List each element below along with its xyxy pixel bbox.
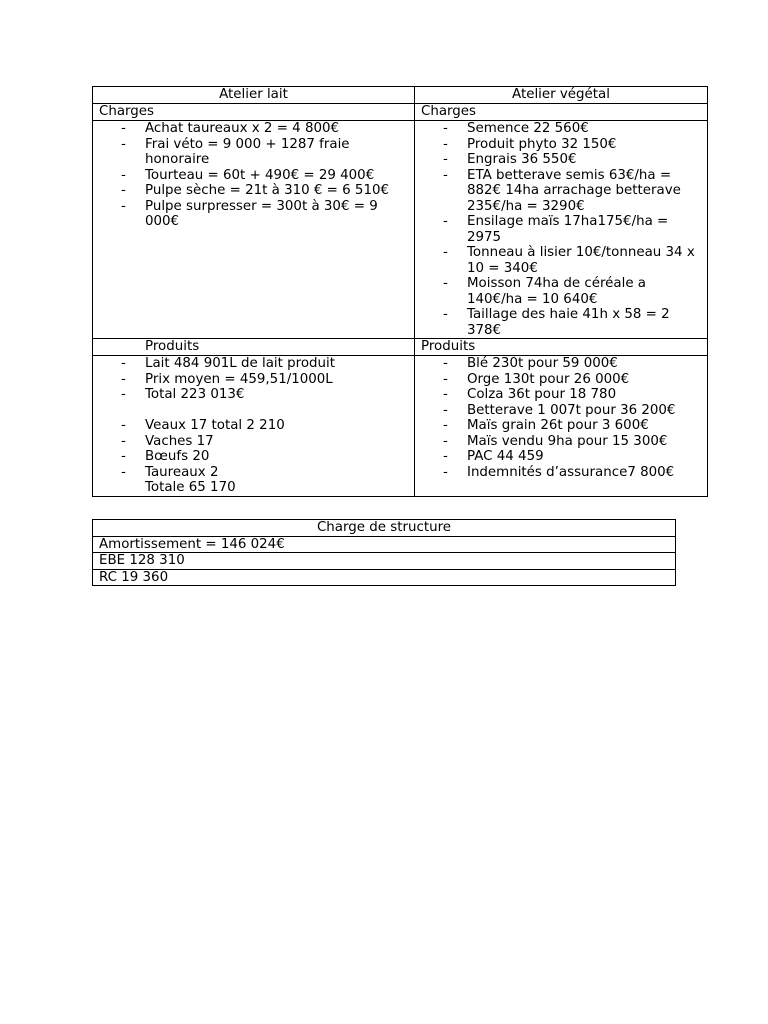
list-item: - Ensilage maïs 17ha175€/ha = 2975 xyxy=(421,214,701,245)
list-item: - Colza 36t pour 18 780 xyxy=(421,387,701,403)
list-item: - Vaches 17 xyxy=(99,434,408,450)
list-item: - Total 223 013€ xyxy=(99,387,408,403)
atelier-lait-header: Atelier lait xyxy=(93,87,415,104)
total-line: Totale 65 170 xyxy=(145,480,236,495)
lait-charges-label: Charges xyxy=(93,104,415,121)
list-item: - Achat taureaux x 2 = 4 800€ xyxy=(99,121,408,137)
table-row: RC 19 360 xyxy=(93,569,676,586)
list-item: - Semence 22 560€ xyxy=(421,121,701,137)
charge-structure-header: Charge de structure xyxy=(93,520,676,537)
table-row: Amortissement = 146 024€ xyxy=(93,536,676,553)
lait-charges-list xyxy=(99,121,408,230)
table-row: EBE 128 310 xyxy=(93,553,676,570)
list-item: - Tonneau à lisier 10€/tonneau 34 x 10 = 340€ xyxy=(421,245,701,276)
list-item: - Blé 230t pour 59 000€ xyxy=(421,356,701,372)
list-item: - Bœufs 20 xyxy=(99,449,408,465)
list-item: - Lait 484 901L de lait produit xyxy=(99,356,408,372)
vegetal-produits-label: Produits xyxy=(415,339,708,356)
list-item: - Moisson 74ha de céréale a 140€/ha = 10 640€ xyxy=(421,276,701,307)
vegetal-produits-list xyxy=(421,356,701,480)
vegetal-charges-cell xyxy=(415,121,708,339)
list-item: - Pulpe sèche = 21t à 310 € = 6 510€ xyxy=(99,183,408,199)
list-item: - ETA betterave semis 63€/ha = 882€ 14ha arrachage betterave 235€/ha = 3290€ xyxy=(421,168,701,215)
vegetal-charges-list xyxy=(421,121,701,338)
ateliers-table xyxy=(92,86,708,497)
list-item: - Taureaux 2 xyxy=(99,465,408,481)
list-item: - Indemnités d’assurance7 800€ xyxy=(421,465,701,481)
charge-structure-table xyxy=(92,519,676,586)
list-item: - Frai véto = 9 000 + 1287 fraie honoraire xyxy=(99,137,408,168)
list-item: - Pulpe surpresser = 300t à 30€ = 9 000€ xyxy=(99,199,408,230)
list-item: - Engrais 36 550€ xyxy=(421,152,701,168)
lait-produits-list-animals xyxy=(99,418,408,496)
list-item: - Prix moyen = 459,51/1000L xyxy=(99,372,408,388)
lait-produits-cell xyxy=(93,356,415,497)
list-item: - Orge 130t pour 26 000€ xyxy=(421,372,701,388)
atelier-vegetal-header: Atelier végétal xyxy=(415,87,708,104)
vegetal-produits-cell xyxy=(415,356,708,497)
list-item: - Taillage des haie 41h x 58 = 2 378€ xyxy=(421,307,701,338)
vegetal-charges-label: Charges xyxy=(415,104,708,121)
lait-charges-cell xyxy=(93,121,415,339)
list-item: - Veaux 17 total 2 210 xyxy=(99,418,408,434)
list-item: - Maïs vendu 9ha pour 15 300€ xyxy=(421,434,701,450)
spacer xyxy=(99,403,408,419)
lait-produits-label: Produits xyxy=(93,339,415,356)
list-item: - Betterave 1 007t pour 36 200€ xyxy=(421,403,701,419)
lait-produits-list xyxy=(99,356,408,403)
list-item: - Produit phyto 32 150€ xyxy=(421,137,701,153)
list-item: - Tourteau = 60t + 490€ = 29 400€ xyxy=(99,168,408,184)
list-item: - PAC 44 459 xyxy=(421,449,701,465)
list-item: - Maïs grain 26t pour 3 600€ xyxy=(421,418,701,434)
